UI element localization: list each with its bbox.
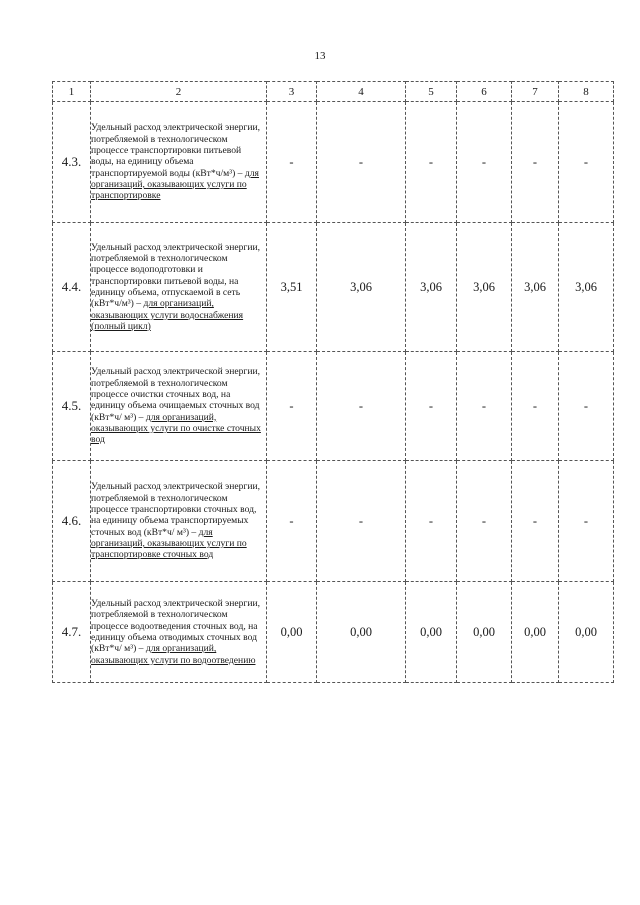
table-row [53,102,614,223]
value-cell: - [457,461,512,582]
header-row [53,82,614,102]
value-cell: 3,51 [267,223,317,352]
row-number: 4.3. [53,102,91,223]
description-text: Удельный расход электрической энергии, потребляемой в технологическом процессе транспортировки питьевой воды, на единицу объема транспортируемой воды (кВт*ч/м³) – [91,122,261,179]
value-cell: - [317,352,406,461]
value-cell: - [317,461,406,582]
value-cell: - [406,352,457,461]
value-cell: 0,00 [317,582,406,683]
header-cell: 2 [91,82,267,102]
description-scope: для организаций, оказывающих услуги по очистке сточных вод [91,411,261,446]
header-cell: 8 [559,82,614,102]
value-cell: - [267,102,317,223]
table-row [53,461,614,582]
value-cell: - [512,352,559,461]
row-number: 4.6. [53,461,91,582]
row-number: 4.7. [53,582,91,683]
value-cell: 0,00 [267,582,317,683]
page-number: 13 [314,50,326,62]
value-cell: - [559,352,614,461]
description-scope: для организаций, оказывающих услуги по водоотведению [91,643,256,666]
row-description [91,352,267,461]
row-description [91,223,267,352]
row-number: 4.4. [53,223,91,352]
value-cell: 0,00 [457,582,512,683]
header-cell: 7 [512,82,559,102]
row-description [91,582,267,683]
value-cell: - [406,102,457,223]
row-description [91,461,267,582]
description-scope: для организаций, оказывающих услуги по транспортировке [91,167,259,202]
value-cell: 0,00 [559,582,614,683]
value-cell: - [457,352,512,461]
value-cell: 3,06 [512,223,559,352]
value-cell: - [267,461,317,582]
header-cell: 3 [267,82,317,102]
value-cell: 3,06 [457,223,512,352]
value-cell: 3,06 [317,223,406,352]
value-cell: - [559,461,614,582]
header-cell: 4 [317,82,406,102]
table-row [53,223,614,352]
value-cell: - [512,461,559,582]
value-cell: 3,06 [559,223,614,352]
table-row [53,582,614,683]
row-number: 4.5. [53,352,91,461]
value-cell: - [267,352,317,461]
row-description [91,102,267,223]
description-scope: для организаций, оказывающих услуги по транспортировке сточных вод [91,526,247,561]
table-row [53,352,614,461]
description-text: Удельный расход электрической энергии, потребляемой в технологическом процессе транспортировки сточных вод, на единицу объема транспортируемых сточных вод (кВт*ч/ м³) – [91,481,261,538]
value-cell: 0,00 [512,582,559,683]
value-cell: - [559,102,614,223]
value-cell: 3,06 [406,223,457,352]
description-text: Удельный расход электрической энергии, потребляемой в технологическом процессе водоотведения сточных вод, на единицу объема отводимых сточных вод (кВт*ч/ м³) – [91,598,261,655]
value-cell: 0,00 [406,582,457,683]
header-cell: 5 [406,82,457,102]
description-scope: для организаций, оказывающих услуги водоснабжения (полный цикл) [91,298,244,332]
header-cell: 6 [457,82,512,102]
header-cell: 1 [53,82,91,102]
value-cell: - [457,102,512,223]
description-text: Удельный расход электрической энергии, потребляемой в технологическом процессе водоподготовки и транспортировки питьевой воды, на единицу объема, отпускаемой в сеть (кВт*ч/м³) – [91,241,261,310]
indicators-table [52,81,614,683]
description-text: Удельный расход электрической энергии, потребляемой в технологическом процессе очистки сточных вод, на единицу объема очищаемых сточных вод (кВт*ч/ м³) – [91,366,261,423]
value-cell: - [512,102,559,223]
value-cell: - [406,461,457,582]
value-cell: - [317,102,406,223]
